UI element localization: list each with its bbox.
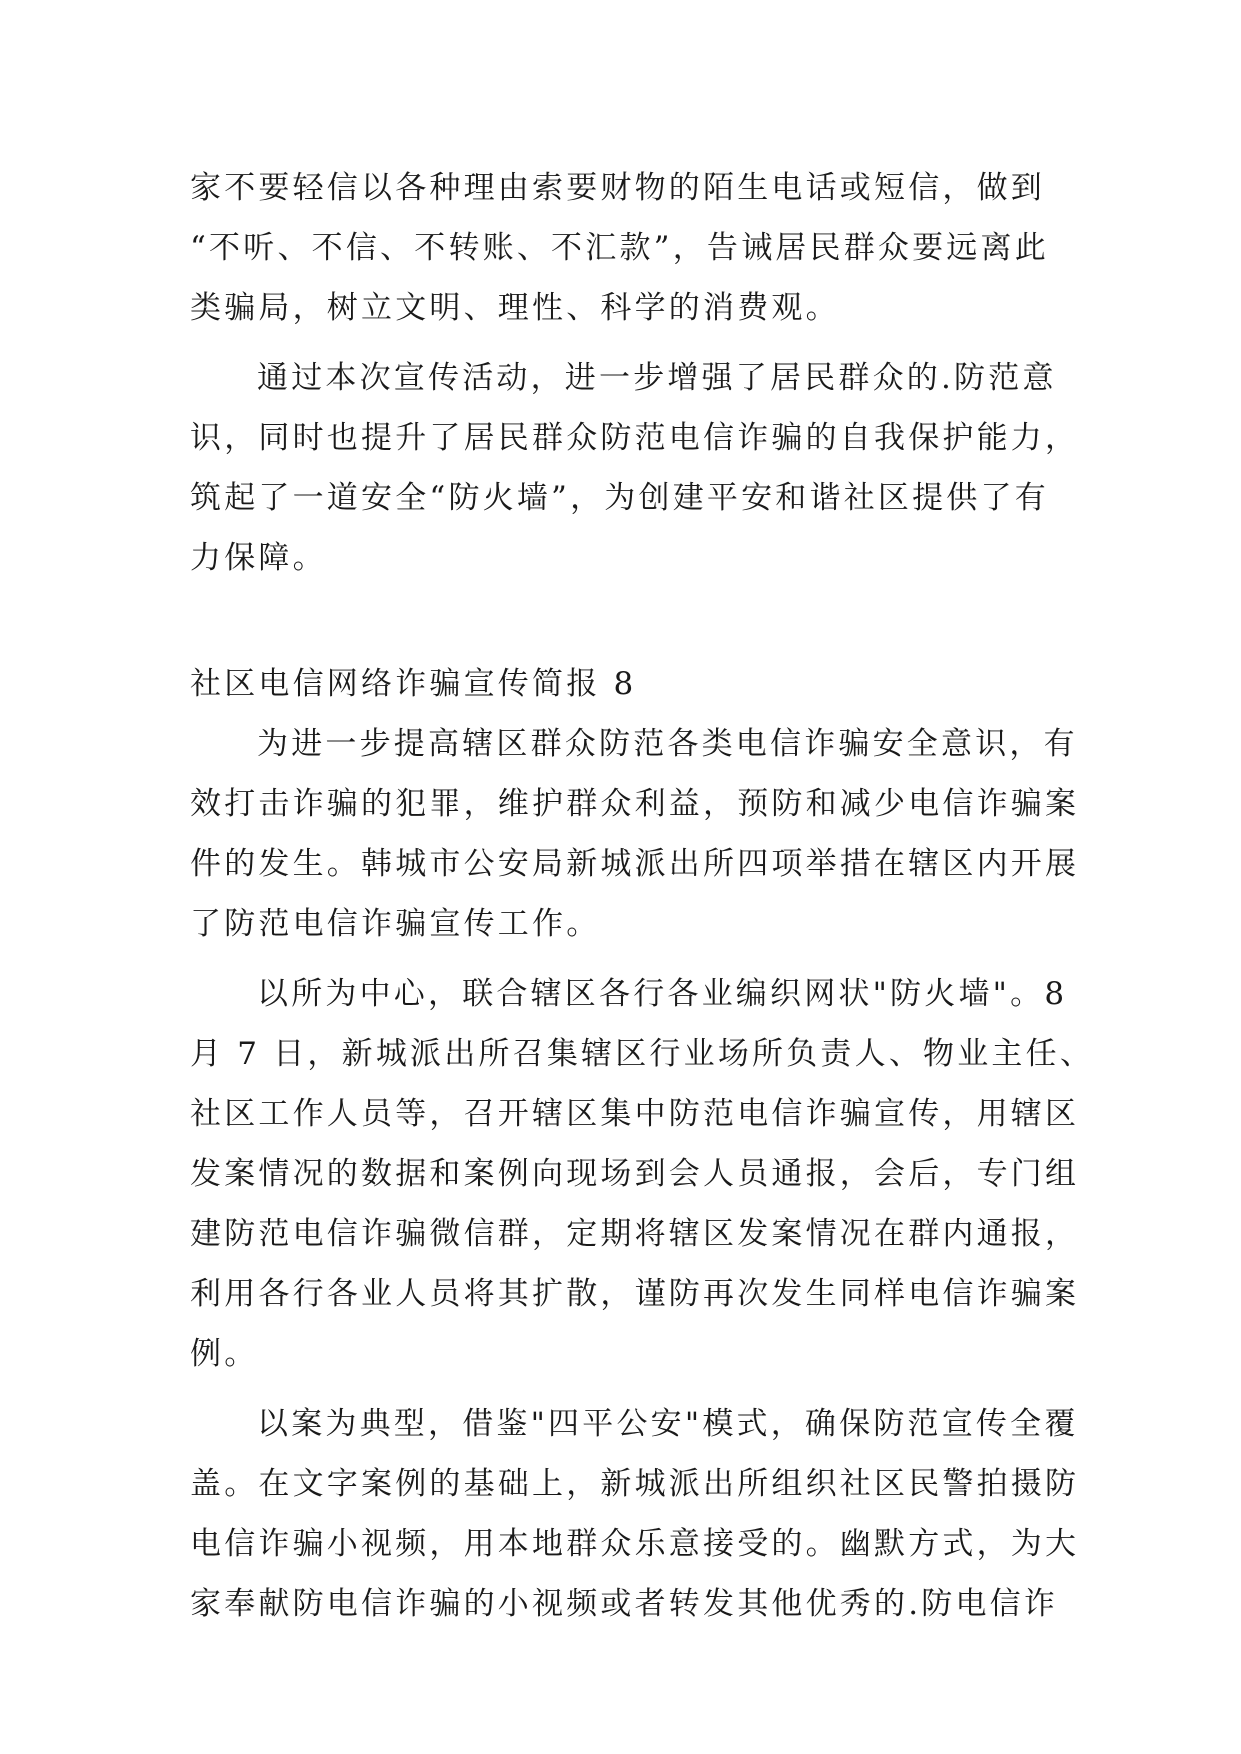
text-line: 建防范电信诈骗微信群，定期将辖区发案情况在群内通报， <box>190 1216 1080 1252</box>
intro-paragraph <box>190 158 1050 338</box>
text-line: 以所为中心，联合辖区各行各业编织网状"防火墙"。8 <box>257 976 1068 1012</box>
heading-text: 社区电信网络诈骗宣传简报 8 <box>190 666 637 702</box>
text-line: 识，同时也提升了居民群众防范电信诈骗的自我保护能力， <box>190 420 1080 456</box>
summary-paragraph <box>190 348 1080 588</box>
text-line: 筑起了一道安全“防火墙”，为创建平安和谐社区提供了有 <box>190 480 1049 516</box>
text-line: 通过本次宣传活动，进一步增强了居民群众的.防范意 <box>257 360 1057 396</box>
text-line: 利用各行各业人员将其扩散，谨防再次发生同样电信诈骗案 <box>190 1276 1080 1312</box>
text-line: 效打击诈骗的犯罪，维护群众利益，预防和减少电信诈骗案 <box>190 786 1080 822</box>
text-line: 发案情况的数据和案例向现场到会人员通报，会后，专门组 <box>190 1156 1080 1192</box>
text-line: 例。 <box>190 1336 259 1372</box>
text-line: 家奉献防电信诈骗的小视频或者转发其他优秀的.防电信诈 <box>190 1586 1059 1622</box>
text-line: 件的发生。韩城市公安局新城派出所四项举措在辖区内开展 <box>190 846 1080 882</box>
text-line: 力保障。 <box>190 540 327 576</box>
text-line: 了防范电信诈骗宣传工作。 <box>190 906 601 942</box>
text-line: 以案为典型，借鉴"四平公安"模式，确保防范宣传全覆 <box>257 1406 1079 1442</box>
text-line: 盖。在文字案例的基础上，新城派出所组织社区民警拍摄防 <box>190 1466 1080 1502</box>
document-body <box>190 158 1095 1634</box>
text-line: 类骗局，树立文明、理性、科学的消费观。 <box>190 290 840 326</box>
section-paragraph-2 <box>190 964 1095 1384</box>
section-paragraph-1 <box>190 714 1080 954</box>
text-line: 社区工作人员等，召开辖区集中防范电信诈骗宣传，用辖区 <box>190 1096 1080 1132</box>
section-paragraph-3 <box>190 1394 1080 1634</box>
text-line: 为进一步提高辖区群众防范各类电信诈骗安全意识，有 <box>257 726 1078 762</box>
text-line: 月 7 日，新城派出所召集辖区行业场所负责人、物业主任、 <box>190 1036 1095 1072</box>
text-line: 电信诈骗小视频，用本地群众乐意接受的。幽默方式，为大 <box>190 1526 1080 1562</box>
text-line: 家不要轻信以各种理由索要财物的陌生电话或短信，做到 <box>190 170 1045 206</box>
text-line: “不听、不信、不转账、不汇款”，告诫居民群众要远离此 <box>190 230 1049 266</box>
section-heading <box>190 654 1050 714</box>
